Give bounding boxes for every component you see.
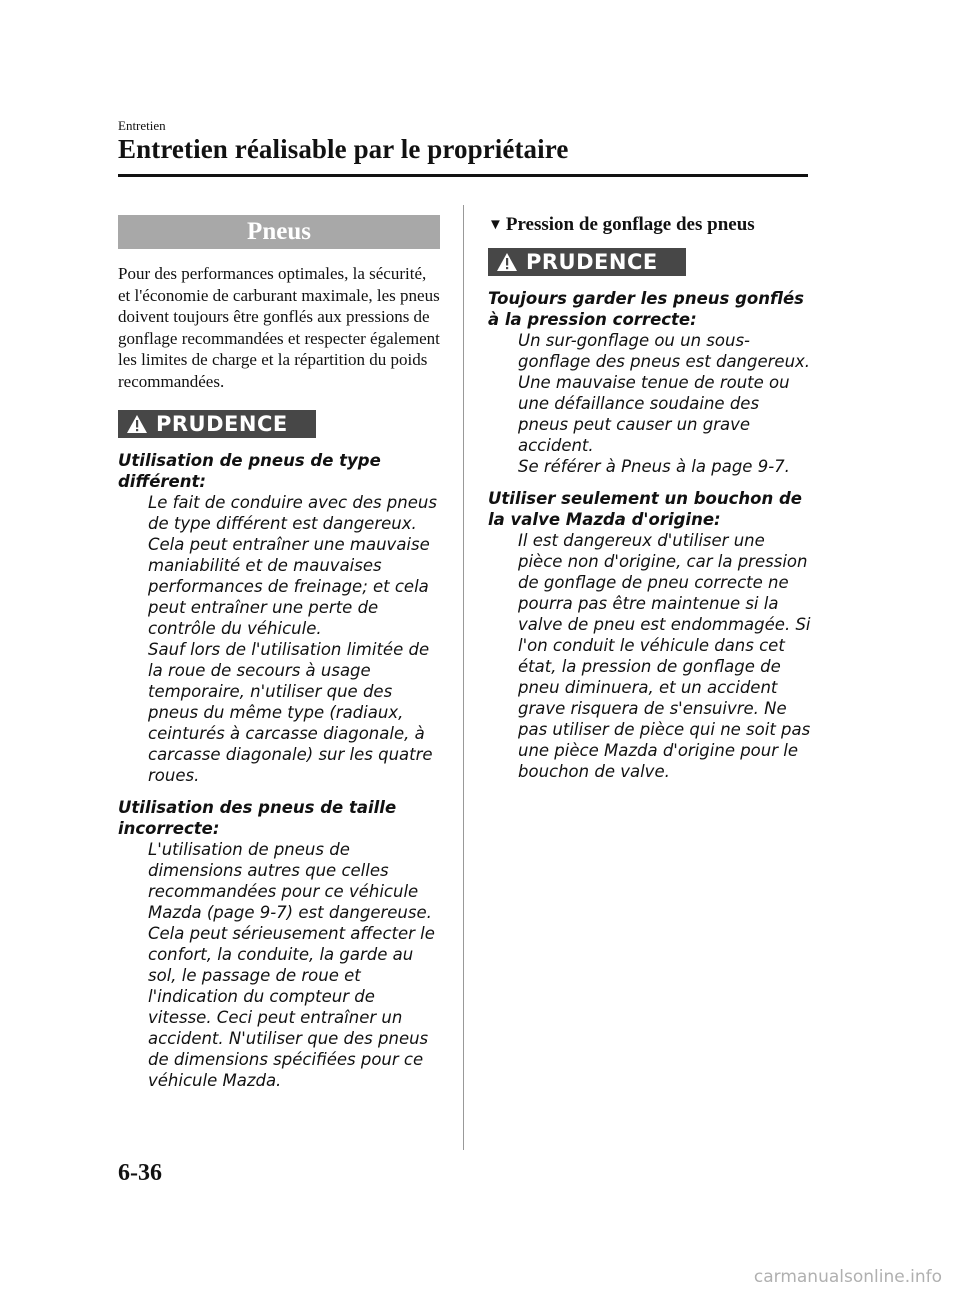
warning-title: Utilisation des pneus de taille incorrecte: [118, 798, 397, 838]
warning-item [118, 797, 440, 1091]
caution-label: PRUDENCE [526, 250, 658, 274]
subsection-heading [488, 214, 813, 236]
warning-triangle-icon [488, 252, 526, 272]
down-triangle-icon: ▼ [488, 216, 503, 233]
warning-body: Un sur-gonflage ou un sous-gonflage des pneus est dangereux. Une mauvaise tenue de route ou une défaillance soudaine des pneus peut causer un grave accident. [518, 331, 811, 455]
watermark: carmanualsonline.info [753, 1267, 942, 1287]
warning-title: Toujours garder les pneus gonflés à la pression correcte: [488, 289, 804, 329]
warning-title: Utilisation de pneus de type différent: [118, 451, 381, 491]
warning-item [488, 488, 813, 782]
warning-title: Utiliser seulement un bouchon de la valve Mazda d'origine: [488, 489, 802, 529]
caution-banner [118, 410, 316, 438]
warning-body: Le fait de conduire avec des pneus de type différent est dangereux. Cela peut entraîner une mauvaise maniabilité et de mauvaises performances de freinage; et cela peut entraîner une perte de contrôle du véhicule. [148, 493, 437, 638]
section-heading-pneus: Pneus [118, 215, 440, 249]
title-rule [118, 174, 808, 177]
warning-body: Il est dangereux d'utiliser une pièce non d'origine, car la pression de gonflage de pneu correcte ne pourra pas être maintenue si la valve de pneu est endommagée. Si l'on conduit le véhicule dans cet état, la pression de gonflage de pneu diminuera, et un accident grave risquera de s'ensuivre. Ne pas utiliser de pièce qui ne soit pas une pièce Mazda d'origine pour le bouchon de valve. [518, 531, 811, 781]
caution-banner [488, 248, 686, 276]
warning-body: L'utilisation de pneus de dimensions autres que celles recommandées pour ce véhicule Mazda (page 9-7) est dangereuse. Cela peut sérieusement affecter le confort, la conduite, la garde au sol, le passage de roue et l'indication du compteur de vitesse. Ceci peut entraîner un accident. N'utiliser que des pneus de dimensions spécifiées pour ce véhicule Mazda. [148, 840, 435, 1090]
warning-body: Sauf lors de l'utilisation limitée de la roue de secours à usage temporaire, n'utiliser que des pneus du même type (radiaux, ceinturés à carcasse diagonale, à carcasse diagonale) sur les quatre roues. [148, 640, 433, 785]
page-title: Entretien réalisable par le propriétaire [118, 134, 569, 164]
intro-paragraph: Pour des performances optimales, la sécurité, et l'économie de carburant maximale, les pneus doivent toujours être gonflés aux pressions de gonflage recommandées et respecter également les limites de charge et la répartition du poids recommandées. [118, 264, 440, 391]
warning-item [488, 288, 813, 477]
caution-label: PRUDENCE [156, 412, 288, 436]
column-divider [463, 205, 464, 1150]
section-label: Entretien [118, 118, 166, 133]
right-column [488, 212, 813, 793]
warning-body: Se référer à Pneus à la page 9-7. [518, 457, 790, 476]
subsection-heading-text: Pression de gonflage des pneus [505, 214, 755, 235]
page-number: 6-36 [118, 1160, 162, 1186]
left-column [118, 215, 440, 1102]
warning-item [118, 450, 440, 786]
warning-triangle-icon [118, 414, 156, 434]
